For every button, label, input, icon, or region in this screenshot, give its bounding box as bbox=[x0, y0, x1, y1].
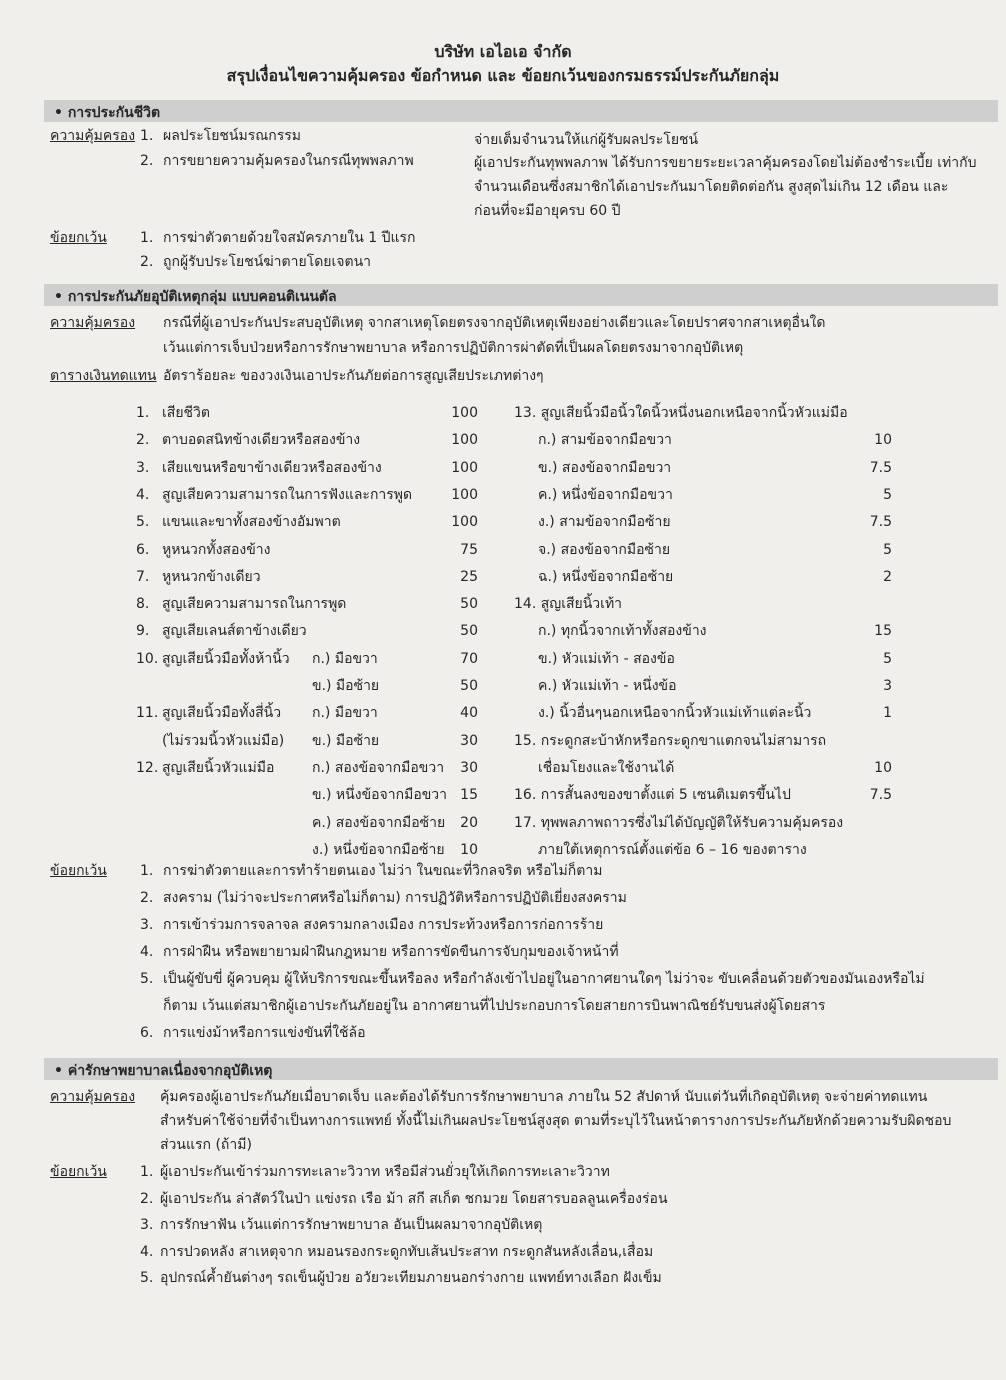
exclusion-label: ข้อยกเว้น bbox=[50, 1164, 107, 1180]
table-item-label: ภายใต้เหตุการณ์ตั้งแต่ข้อ 6 – 16 ของตาราง bbox=[538, 841, 807, 858]
table-item-value: 40 bbox=[460, 705, 478, 722]
table-item-value: 2 bbox=[883, 568, 892, 585]
exclusion-item: การเข้าร่วมการจลาจล สงครามกลางเมือง การประท้วงหรือการก่อการร้าย bbox=[163, 917, 604, 933]
section-heading-text: • การประกันภัยอุบัติเหตุกลุ่ม แบบคอนติเนนตัล bbox=[54, 289, 337, 305]
table-item-label: หูหนวกข้างเดียว bbox=[162, 568, 261, 585]
item-number: 1. bbox=[140, 128, 154, 144]
table-item-label: หูหนวกทั้งสองข้าง bbox=[162, 541, 271, 558]
table-item-sublabel: ข.) มือซ้าย bbox=[312, 678, 380, 694]
coverage-description: ก่อนที่จะมีอายุครบ 60 ปี bbox=[474, 203, 621, 219]
table-item-value: 5 bbox=[883, 650, 892, 667]
coverage-item: การขยายความคุ้มครองในกรณีทุพพลภาพ bbox=[163, 153, 414, 169]
table-item-number: 7. bbox=[136, 568, 150, 585]
exclusion-item: การฝ่าฝืน หรือพยายามฝ่าฝืนกฎหมาย หรือการขัดขืนการจับกุมของเจ้าหน้าที่ bbox=[163, 944, 619, 960]
exclusion-label: ข้อยกเว้น bbox=[50, 230, 107, 246]
table-item-value: 7.5 bbox=[869, 787, 892, 804]
table-item-value: 7.5 bbox=[869, 459, 892, 476]
table-item-value: 70 bbox=[460, 650, 478, 667]
table-item-value: 50 bbox=[460, 678, 478, 694]
item-number: 3. bbox=[140, 1217, 154, 1233]
table-item-label: เชื่อมโยงและใช้งานได้ bbox=[538, 759, 675, 776]
table-item-value: 20 bbox=[460, 814, 478, 831]
table-item-number: 12. bbox=[136, 759, 159, 776]
table-item-number: 9. bbox=[136, 623, 150, 640]
item-number: 3. bbox=[140, 917, 154, 933]
table-item-value: 50 bbox=[460, 596, 478, 613]
table-item-value: 75 bbox=[460, 541, 478, 558]
exclusion-item: ถูกผู้รับประโยชน์ฆ่าตายโดยเจตนา bbox=[163, 254, 372, 270]
section-heading-accident bbox=[44, 284, 998, 306]
table-item-value: 100 bbox=[451, 432, 478, 449]
exclusion-label: ข้อยกเว้น bbox=[50, 863, 107, 879]
item-number: 1. bbox=[140, 1164, 154, 1180]
table-item-value: 30 bbox=[460, 732, 478, 749]
table-item-label: สูญเสียเลนส์ตาข้างเดียว bbox=[162, 623, 307, 640]
exclusion-item: การรักษาฟัน เว้นแต่การรักษาพยาบาล อันเป็นผลมาจากอุบัติเหตุ bbox=[160, 1217, 543, 1233]
table-item-value: 25 bbox=[460, 568, 478, 585]
section-heading-medical bbox=[44, 1058, 998, 1080]
table-item-sublabel: ก.) มือขวา bbox=[312, 650, 378, 667]
table-item-sublabel: ค.) สองข้อจากมือซ้าย bbox=[312, 814, 446, 831]
table-item-value: 30 bbox=[460, 759, 478, 776]
coverage-text: กรณีที่ผู้เอาประกันประสบอุบัติเหตุ จากสาเหตุโดยตรงจากอุบัติเหตุเพียงอย่างเดียวและโดยปราศจากสาเหตุอื่นใด bbox=[163, 315, 826, 331]
exclusion-item: ผู้เอาประกัน ล่าสัตว์ในป่า แข่งรถ เรือ ม้า สกี สเก็ต ชกมวย โดยสารบอลลูนเครื่องร่อน bbox=[160, 1190, 668, 1207]
table-item-sublabel: ข.) หนึ่งข้อจากมือขวา bbox=[312, 787, 448, 804]
item-number: 2. bbox=[140, 153, 154, 169]
item-number: 4. bbox=[140, 944, 154, 960]
table-item-value: 100 bbox=[451, 405, 478, 421]
coverage-description: จำนวนเดือนซึ่งสมาชิกได้เอาประกันมาโดยติดต่อกัน สูงสุดไม่เกิน 12 เดือน และ bbox=[474, 179, 949, 195]
table-description: อัตราร้อยละ ของวงเงินเอาประกันภัยต่อการสูญเสียประเภทต่างๆ bbox=[163, 368, 544, 384]
section-heading-text: • การประกันชีวิต bbox=[54, 105, 161, 121]
table-item-number: 11. bbox=[136, 705, 159, 722]
item-number: 5. bbox=[140, 971, 154, 987]
exclusion-item: ก็ตาม เว้นแต่สมาชิกผู้เอาประกันภัยอยู่ใน อากาศยานที่ไปประกอบการโดยสายการบินพาณิชย์รับขนส่งผู้โดยสาร bbox=[163, 998, 826, 1014]
coverage-label: ความคุ้มครอง bbox=[50, 315, 136, 331]
table-item-number: 10. bbox=[136, 650, 159, 667]
section-heading-life bbox=[44, 100, 998, 122]
exclusion-item: อุปกรณ์ค้ำยันต่างๆ รถเข็นผู้ป่วย อวัยวะเทียมภายนอกร่างกาย แพทย์ทางเลือก ฝังเข็ม bbox=[160, 1270, 662, 1286]
table-item-label: 17. ทุพพลภาพถาวรซึ่งไม่ได้บัญญัติให้รับความคุ้มครอง bbox=[514, 814, 844, 831]
table-item-label: ฉ.) หนึ่งข้อจากมือซ้าย bbox=[538, 568, 674, 585]
coverage-text: ส่วนแรก (ถ้ามี) bbox=[160, 1137, 252, 1153]
table-item-value: 15 bbox=[874, 623, 892, 640]
coverage-text: เว้นแต่การเจ็บป่วยหรือการรักษาพยาบาล หรือการปฏิบัติการผ่าตัดที่เป็นผลโดยตรงมาจากอุบัติเหตุ bbox=[163, 340, 744, 356]
table-item-label: สูญเสียความสามารถในการฟังและการพูด bbox=[162, 486, 413, 503]
table-item-label: 14. สูญเสียนิ้วเท้า bbox=[514, 596, 623, 613]
table-item-label: ค.) หัวแม่เท้า - หนึ่งข้อ bbox=[538, 678, 677, 694]
table-item-value: 10 bbox=[874, 759, 892, 776]
table-item-label: 15. กระดูกสะบ้าหักหรือกระดูกขาแตกจนไม่สามารถ bbox=[514, 732, 827, 749]
item-number: 6. bbox=[140, 1025, 154, 1041]
table-item-value: 5 bbox=[883, 541, 892, 558]
coverage-item: ผลประโยชน์มรณกรรม bbox=[163, 128, 301, 144]
item-number: 2. bbox=[140, 890, 154, 906]
table-item-label: ง.) นิ้วอื่นๆนอกเหนือจากนิ้วหัวแม่เท้าแต่ละนิ้ว bbox=[538, 705, 812, 722]
table-item-label: 16. การสั้นลงของขาตั้งแต่ 5 เซนติเมตรขึ้นไป bbox=[514, 787, 791, 804]
table-item-sublabel: ง.) หนึ่งข้อจากมือซ้าย bbox=[312, 841, 445, 858]
coverage-label: ความคุ้มครอง bbox=[50, 1089, 136, 1105]
item-number: 2. bbox=[140, 254, 154, 270]
table-item-label: แขนและขาทั้งสองข้างอัมพาต bbox=[162, 514, 341, 531]
table-item-value: 10 bbox=[460, 841, 478, 858]
table-item-value: 10 bbox=[874, 432, 892, 449]
table-item-sublabel: ข.) มือซ้าย bbox=[312, 732, 380, 749]
document-title: สรุปเงื่อนไขความคุ้มครอง ข้อกำหนด และ ข้อยกเว้นของกรมธรรม์ประกันภัยกลุ่ม bbox=[226, 66, 780, 85]
table-item-value: 1 bbox=[883, 705, 892, 722]
table-item-number: 4. bbox=[136, 486, 150, 503]
table-item-value: 50 bbox=[460, 623, 478, 640]
table-item-sublabel: ก.) มือขวา bbox=[312, 705, 378, 722]
table-item-label: ก.) ทุกนิ้วจากเท้าทั้งสองข้าง bbox=[538, 623, 707, 640]
table-item-value: 5 bbox=[883, 486, 892, 503]
table-item-number: 1. bbox=[136, 405, 150, 421]
exclusion-item: ผู้เอาประกันเข้าร่วมการทะเลาะวิวาท หรือมีส่วนยั่วยุให้เกิดการทะเลาะวิวาท bbox=[160, 1164, 610, 1180]
table-item-number: 2. bbox=[136, 432, 150, 449]
exclusion-item: การฆ่าตัวตายด้วยใจสมัครภายใน 1 ปีแรก bbox=[163, 230, 416, 246]
table-item-label: ค.) หนึ่งข้อจากมือขวา bbox=[538, 486, 673, 503]
table-item-label: (ไม่รวมนิ้วหัวแม่มือ) bbox=[162, 732, 285, 749]
table-item-label: ตาบอดสนิทข้างเดียวหรือสองข้าง bbox=[162, 432, 361, 449]
exclusion-item: สงคราม (ไม่ว่าจะประกาศหรือไม่ก็ตาม) การปฏิวัติหรือการปฏิบัติเยี่ยงสงคราม bbox=[163, 890, 627, 906]
table-item-value: 7.5 bbox=[869, 514, 892, 531]
table-item-label: เสียชีวิต bbox=[162, 405, 210, 421]
section-heading-text: • ค่ารักษาพยาบาลเนื่องจากอุบัติเหตุ bbox=[54, 1063, 273, 1079]
table-item-number: 5. bbox=[136, 514, 150, 531]
item-number: 1. bbox=[140, 863, 154, 879]
table-item-label: ง.) สามข้อจากมือซ้าย bbox=[538, 514, 671, 531]
exclusion-item: การปวดหลัง สาเหตุจาก หมอนรองกระดูกทับเส้นประสาท กระดูกสันหลังเลื่อน,เสื่อม bbox=[160, 1243, 654, 1260]
coverage-text: สำหรับค่าใช้จ่ายที่จำเป็นทางการแพทย์ ทั้งนี้ไม่เกินผลประโยชน์สูงสุด ตามที่ระบุไว้ในหน้าตารางการประกันภัยหักด้วยความรับผิดชอบ bbox=[160, 1113, 952, 1129]
table-item-label: ข.) หัวแม่เท้า - สองข้อ bbox=[538, 650, 675, 667]
table-item-value: 100 bbox=[451, 486, 478, 503]
table-item-number: 3. bbox=[136, 459, 150, 476]
item-number: 1. bbox=[140, 230, 154, 246]
item-number: 2. bbox=[140, 1190, 154, 1207]
table-item-label: สูญเสียความสามารถในการพูด bbox=[162, 596, 347, 613]
table-item-label: เสียแขนหรือขาข้างเดียวหรือสองข้าง bbox=[162, 459, 382, 476]
company-name: บริษัท เอไอเอ จำกัด bbox=[434, 42, 572, 61]
item-number: 5. bbox=[140, 1270, 154, 1286]
table-item-label: 13. สูญเสียนิ้วมือนิ้วใดนิ้วหนึ่งนอกเหนือจากนิ้วหัวแม่มือ bbox=[514, 405, 848, 421]
table-item-label: สูญเสียนิ้วมือทั้งสี่นิ้ว bbox=[162, 705, 282, 722]
table-item-sublabel: ก.) สองข้อจากมือขวา bbox=[312, 759, 445, 776]
table-item-value: 100 bbox=[451, 459, 478, 476]
exclusion-item: การฆ่าตัวตายและการทำร้ายตนเอง ไม่ว่า ในขณะที่วิกลจริต หรือไม่ก็ตาม bbox=[163, 863, 603, 879]
coverage-text: คุ้มครองผู้เอาประกันภัยเมื่อบาดเจ็บ และต้องได้รับการรักษาพยาบาล ภายใน 52 สัปดาห์ นับแต่วันที่เกิดอุบัติเหตุ จะจ่ายค่าทดแทน bbox=[160, 1089, 928, 1105]
coverage-label: ความคุ้มครอง bbox=[50, 128, 136, 144]
table-item-label: ข.) สองข้อจากมือขวา bbox=[538, 459, 672, 476]
table-item-value: 15 bbox=[460, 787, 478, 804]
table-item-value: 3 bbox=[883, 678, 892, 694]
table-item-label: ก.) สามข้อจากมือขวา bbox=[538, 432, 672, 449]
item-number: 4. bbox=[140, 1243, 154, 1260]
table-item-number: 8. bbox=[136, 596, 150, 613]
exclusion-item: เป็นผู้ขับขี่ ผู้ควบคุม ผู้ให้บริการขณะขึ้นหรือลง หรือกำลังเข้าไปอยู่ในอากาศยานใดๆ ไม่ว่าจะ ขับเคลื่อนด้วยตัวของมันเองหรือไม่ bbox=[163, 971, 925, 987]
table-item-value: 100 bbox=[451, 514, 478, 531]
coverage-description: จ่ายเต็มจำนวนให้แก่ผู้รับผลประโยชน์ bbox=[474, 132, 699, 148]
table-item-label: จ.) สองข้อจากมือซ้าย bbox=[538, 541, 671, 558]
table-item-label: สูญเสียนิ้วมือทั้งห้านิ้ว bbox=[162, 650, 290, 667]
table-label: ตารางเงินทดแทน bbox=[50, 368, 157, 384]
table-item-label: สูญเสียนิ้วหัวแม่มือ bbox=[162, 759, 275, 776]
exclusion-item: การแข่งม้าหรือการแข่งขันที่ใช้ล้อ bbox=[163, 1025, 366, 1041]
coverage-description: ผู้เอาประกันทุพพลภาพ ได้รับการขยายระยะเวลาคุ้มครองโดยไม่ต้องชำระเบี้ย เท่ากับ bbox=[474, 155, 977, 171]
table-item-number: 6. bbox=[136, 541, 150, 558]
